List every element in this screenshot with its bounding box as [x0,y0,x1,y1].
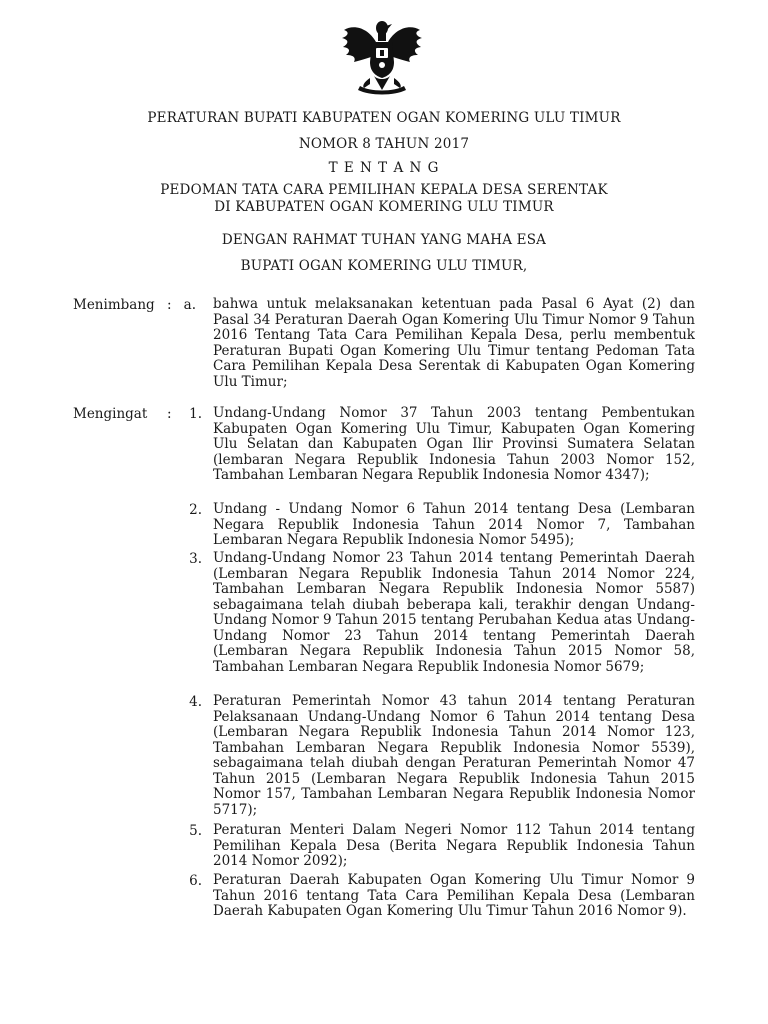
mengingat-marker-2: 2. [189,502,202,518]
about-heading: T E N T A N G [328,160,440,176]
menimbang-label: Menimbang [73,297,155,313]
mengingat-colon: : [167,406,172,422]
official-title: BUPATI OGAN KOMERING ULU TIMUR, [240,258,528,274]
mengingat-marker-6: 6. [189,873,202,889]
menimbang-colon: : [167,297,172,313]
garuda-emblem-icon [340,18,424,98]
mengingat-marker-4: 4. [189,694,202,710]
mengingat-marker-5: 5. [189,823,202,839]
mengingat-marker-3: 3. [189,551,202,567]
mengingat-item-5: Peraturan Menteri Dalam Negeri Nomor 112 Tahun 2014 tentang Pemilihan Kepala Desa (Berita Negara Republik Indonesia Tahun 2014 Nomor 2092); [213,822,695,869]
preamble-text: DENGAN RAHMAT TUHAN YANG MAHA ESA [221,232,547,248]
mengingat-item-1: Undang-Undang Nomor 37 Tahun 2003 tentang Pembentukan Kabupaten Ogan Komering Ulu Timur, Kabupaten Ogan Komering Ulu Selatan dan Kabupaten Ogan Ilir Provinsi Sumatera Selatan (lembaran Negara Republik Indonesia Tahun 2003 Nomor 152, Tambahan Lembaran Negara Republik Indonesia Nomor 4347); [213,405,695,483]
mengingat-item-3: Undang-Undang Nomor 23 Tahun 2014 tentang Pemerintah Daerah (Lembaran Negara Republik Indonesia Tahun 2014 Nomor 224, Tambahan Lembaran Negara Republik Indonesia Nomor 5587) sebagaimana telah diubah beberapa kali, terakhir dengan Undang-Undang Nomor 9 Tahun 2015 tentang Perubahan Kedua atas Undang-Undang Nomor 23 Tahun 2014 tentang Pemerintah Daerah (Lembaran Negara Republik Indonesia Tahun 2015 Nomor 58, Tambahan Lembaran Negara Republik Indonesia Nomor 5679; [213,550,695,675]
mengingat-item-6: Peraturan Daerah Kabupaten Ogan Komering Ulu Timur Nomor 9 Tahun 2016 tentang Tata Cara Pemilihan Kepala Desa (Lembaran Daerah Kabupaten Ogan Komering Ulu Timur Tahun 2016 Nomor 9). [213,872,695,919]
mengingat-item-4: Peraturan Pemerintah Nomor 43 tahun 2014 tentang Peraturan Pelaksanaan Undang-Undang Nomor 6 Tahun 2014 tentang Desa (Lembaran Negara Republik Indonesia Tahun 2014 Nomor 123, Tambahan Lembaran Negara Republik Indonesia Nomor 5539), sebagaimana telah diubah dengan Peraturan Pemerintah Nomor 47 Tahun 2015 (Lembaran Negara Republik Indonesia Tahun 2015 Nomor 157, Tambahan Lembaran Negara Republik Indonesia Nomor 5717); [213,693,695,818]
mengingat-label: Mengingat [73,406,148,422]
menimbang-marker-a: a. [183,297,196,313]
subject-line-1: PEDOMAN TATA CARA PEMILIHAN KEPALA DESA SERENTAK [160,182,608,198]
subject-line-2: DI KABUPATEN OGAN KOMERING ULU TIMUR [214,199,554,215]
mengingat-marker-1: 1. [189,406,202,422]
menimbang-item-a: bahwa untuk melaksanakan ketentuan pada Pasal 6 Ayat (2) dan Pasal 34 Peraturan Daerah Ogan Komering Ulu Timur Nomor 9 Tahun 2016 Tentang Tata Cara Pemilihan Kepala Desa, perlu membentuk Peraturan Bupati Ogan Komering Ulu Timur tentang Pedoman Tata Cara Pemilihan Kepala Desa Serentak di Kabupaten Ogan Komering Ulu Timur; [213,296,695,390]
mengingat-item-2: Undang - Undang Nomor 6 Tahun 2014 tentang Desa (Lembaran Negara Republik Indonesia Tahun 2014 Nomor 7, Tambahan Lembaran Negara Republik Indonesia Nomor 5495); [213,501,695,548]
regulation-title: PERATURAN BUPATI KABUPATEN OGAN KOMERING ULU TIMUR [147,110,621,126]
regulation-number: NOMOR 8 TAHUN 2017 [298,136,470,152]
